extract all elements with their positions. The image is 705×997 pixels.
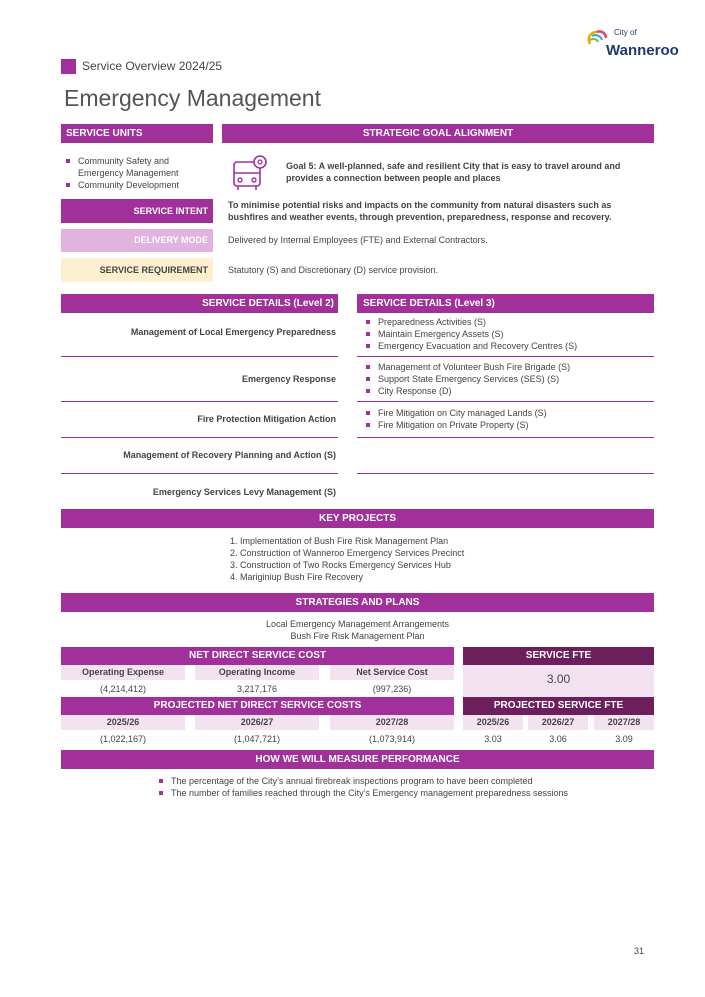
list-item: Community Safety and Emergency Management [64,155,212,179]
table-cell: (1,047,721) [233,734,281,744]
list-item: Community Development [64,179,212,191]
column-header: Net Service Cost [330,665,454,680]
table-cell: 3.03 [484,734,502,744]
column-header: 2026/27 [528,715,588,730]
column-header: 2027/28 [594,715,654,730]
key-projects-label: KEY PROJECTS [318,513,397,524]
divider [61,401,338,402]
service-units-list [64,155,212,191]
performance-label: HOW WE WILL MEASURE PERFORMANCE [255,754,460,765]
details-level3-band [357,294,654,313]
list-item: The percentage of the City’s annual firebreak inspections program to have been completed [157,775,617,787]
details-row-name: Fire Protection Mitigation Action [197,414,336,424]
details-row-name: Emergency Services Levy Management (S) [152,487,336,497]
details-row-items [364,316,654,352]
projected-fte-label: PROJECTED SERVICE FTE [493,700,624,711]
projected-cost-band [61,697,454,715]
net-cost-band [61,647,454,665]
city-logo [584,28,679,64]
performance-band [61,750,654,769]
service-requirement-band [61,258,213,282]
key-projects-list [222,535,464,583]
service-intent-text: To minimise potential risks and impacts on the community from natural disasters such as bushfires and weather events, through prevention, preparedness, response and recovery. [228,200,612,222]
service-requirement-text: Statutory (S) and Discretionary (D) service provision. [228,265,439,275]
service-fte-band [463,647,654,665]
delivery-mode-band [61,229,213,252]
table-cell: (997,236) [372,684,412,694]
list-item: 1. Implementation of Bush Fire Risk Management Plan [240,535,464,547]
divider [357,356,654,357]
list-item: Fire Mitigation on City managed Lands (S) [364,407,654,419]
service-requirement-label: SERVICE REQUIREMENT [99,265,208,275]
list-item: Emergency Evacuation and Recovery Centres (S) [364,340,654,352]
strategies-band [61,593,654,612]
service-intent-label: SERVICE INTENT [133,206,208,216]
logo-big-text: Wanneroo [606,42,679,59]
overview-square [61,59,76,74]
column-header: Operating Income [195,665,319,680]
page-number: 31 [634,946,645,956]
strategy-item: Bush Fire Risk Management Plan [290,631,425,641]
delivery-mode-text: Delivered by Internal Employees (FTE) and External Contractors. [228,235,488,245]
table-cell: 3.06 [549,734,567,744]
divider [61,437,338,438]
details-row-items [364,407,654,431]
strategic-goal-band [222,124,654,143]
list-item: The number of families reached through the City’s Emergency management preparedness sessions [157,787,617,799]
list-item: Preparedness Activities (S) [364,316,654,328]
details-row-name: Management of Local Emergency Preparedness [130,327,336,337]
projected-cost-label: PROJECTED NET DIRECT SERVICE COSTS [153,700,362,711]
details-row-name: Management of Recovery Planning and Action (S) [123,450,336,460]
service-units-label: SERVICE UNITS [66,128,143,139]
list-item: 4. Mariginiup Bush Fire Recovery [240,571,464,583]
service-fte-value: 3.00 [546,672,571,686]
strategy-item: Local Emergency Management Arrangements [265,619,450,629]
table-cell: 3,217,176 [236,684,278,694]
divider [357,437,654,438]
strategies-label: STRATEGIES AND PLANS [295,597,420,608]
net-cost-label: NET DIRECT SERVICE COST [188,650,327,661]
service-intent-band [61,199,213,223]
strategic-goal-label: STRATEGIC GOAL ALIGNMENT [362,128,514,139]
divider [61,473,338,474]
column-header: 2025/26 [463,715,523,730]
projected-fte-band [463,697,654,715]
details-level2-band [61,294,338,313]
performance-list [157,775,617,799]
service-units-band [61,124,213,143]
key-projects-band [61,509,654,528]
logo-small-text: City of [614,28,637,37]
list-item: Management of Volunteer Bush Fire Brigade (S) [364,361,654,373]
column-header: 2025/26 [61,715,185,730]
details-level2-label: SERVICE DETAILS (Level 2) [202,298,334,309]
transport-goal-icon [230,153,270,191]
list-item: City Response (D) [364,385,654,397]
list-item: 3. Construction of Two Rocks Emergency Services Hub [240,559,464,571]
table-cell: (1,022,167) [99,734,147,744]
list-item: 2. Construction of Wanneroo Emergency Services Precinct [240,547,464,559]
delivery-mode-label: DELIVERY MODE [133,235,208,245]
details-row-name: Emergency Response [241,374,336,384]
table-cell: (4,214,412) [99,684,147,694]
divider [61,356,338,357]
details-row-items [364,361,654,397]
column-header: Operating Expense [61,665,185,680]
list-item: Maintain Emergency Assets (S) [364,328,654,340]
divider [357,473,654,474]
column-header: 2026/27 [195,715,319,730]
list-item: Fire Mitigation on Private Property (S) [364,419,654,431]
table-cell: 3.09 [615,734,633,744]
column-header: 2027/28 [330,715,454,730]
page-title: Emergency Management [64,85,321,111]
service-overview-label: Service Overview 2024/25 [82,59,223,73]
service-fte-label: SERVICE FTE [525,650,592,661]
list-item: Support State Emergency Services (SES) (S) [364,373,654,385]
divider [357,401,654,402]
strategic-goal-text: Goal 5: A well-planned, safe and resilient City that is easy to travel around and provides a connection between people and places [286,161,621,183]
details-level3-label: SERVICE DETAILS (Level 3) [363,298,495,309]
table-cell: (1,073,914) [368,734,416,744]
